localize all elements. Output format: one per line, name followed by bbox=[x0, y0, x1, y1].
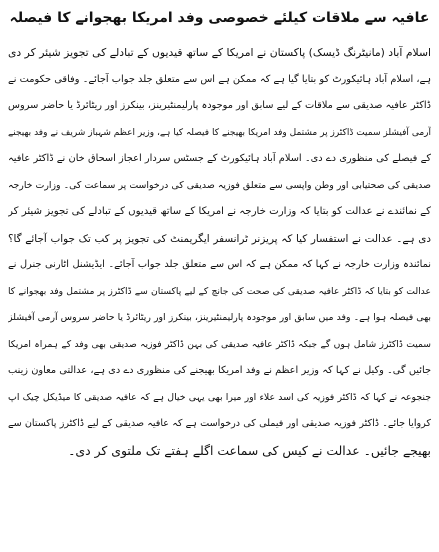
article-headline: عافیہ سے ملاقات کیلئے خصوصی وفد امریکا بھجوانے کا فیصلہ bbox=[9, 10, 430, 26]
article-line: کے نمائندے نے عدالت کو بتایا کہ وزارت خارجہ نے امریکا کے ساتھ قیدیوں کے تبادلے کی تجویز شیئر کر bbox=[8, 206, 431, 217]
article-line: صدیقی کی صحتیابی اور وطن واپسی سے متعلق فوزیہ صدیقی کی درخواست پر سماعت کی۔ وزارت خارجہ bbox=[8, 179, 431, 191]
article-line: جنجوعہ نے کہا کہ ڈاکٹر فوزیہ کی اسد علاء اور میرا بھی یہی خیال ہے کہ عافیہ صدیقی کا میڈیکل چیک اپ bbox=[8, 391, 431, 403]
article-line: کروایا جائے۔ ڈاکٹر فوزیہ صدیقی اور فیملی کی درخواست ہے کہ عافیہ صدیقی کے لیے ڈاکٹرز پاکستان سے bbox=[8, 418, 431, 429]
news-article bbox=[8, 6, 431, 546]
article-line: ہے، اسلام آباد ہائیکورٹ کو بتایا گیا ہے کہ ممکن ہے اس سے متعلق جلد جواب آجائے۔ وفاقی حکومت نے bbox=[8, 73, 431, 85]
article-line: سمیت ڈاکٹرز شامل ہوں گے جبکہ ڈاکٹر عافیہ صدیقی کی بہن ڈاکٹر فوزیہ صدیقی بھی وفد کے ہمراہ امریکا bbox=[8, 338, 431, 350]
article-line: جائیں گی۔ وکیل نے کہا کہ وزیر اعظم نے وفد امریکا بھیجنے کی منظوری دے دی ہے، عدالتی معاون زینب bbox=[8, 365, 431, 376]
article-line: اسلام آباد (مانیٹرنگ ڈیسک) پاکستان نے امریکا کے ساتھ قیدیوں کے تبادلے کی تجویز شیئر کر دی bbox=[8, 46, 431, 59]
article-line: نمائندہ وزارت خارجہ نے کہا کہ ممکن ہے کہ اس سے متعلق جلد جواب آجائے۔ ایڈیشنل اٹارنی جنرل نے bbox=[8, 259, 431, 270]
article-line: آرمی آفیشلز سمیت ڈاکٹرز پر مشتمل وفد امریکا بھیجنے کا فیصلہ کیا ہے، وزیر اعظم شہباز شریف نے وفد بھیجنے bbox=[8, 127, 431, 138]
article-line: دی ہے۔ عدالت نے استفسار کیا کہ پریزنر ٹرانسفر ایگریمنٹ کی تجویز پر کب تک جواب آجائے گا؟ bbox=[8, 232, 431, 245]
article-line: بھیجے جائیں۔ عدالت نے کیس کی سماعت اگلے ہفتے تک ملتوی کر دی۔ bbox=[68, 442, 431, 458]
article-line: بھی فیصلہ ہوا ہے۔ وفد میں سابق اور موجودہ پارلیمنٹیرینز، بینکرز اور ریٹائرڈ یا حاضر سروس آرمی آفیشلز bbox=[8, 312, 431, 323]
article-body bbox=[8, 40, 431, 464]
article-line: عدالت کو بتایا کہ ڈاکٹر عافیہ صدیقی کی صحت کی جانچ کے لیے پاکستان سے ڈاکٹرز پر مشتمل وفد بھجوانے کا bbox=[8, 285, 431, 297]
article-line: کے فیصلے کی منظوری دے دی۔ اسلام آباد ہائیکورٹ کے جسٹس سردار اعجاز اسحاق خان نے ڈاکٹر عافیہ bbox=[8, 153, 431, 164]
article-line: ڈاکٹر عافیہ صدیقی سے ملاقات کے لیے سابق اور موجودہ پارلیمنٹیرینز، بینکرز اور ریٹائرڈ یا حاضر سروس bbox=[8, 100, 431, 111]
